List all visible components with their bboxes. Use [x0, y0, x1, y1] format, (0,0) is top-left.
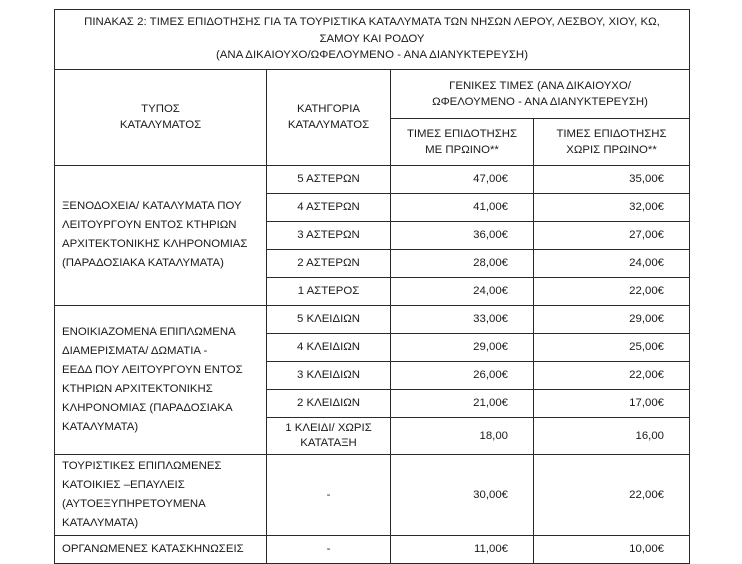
price-without-breakfast-cell: 17,00€ [534, 389, 690, 417]
price-with-breakfast-cell: 18,00 [391, 417, 534, 454]
header-category: ΚΑΤΗΓΟΡΙΑ ΚΑΤΑΛΥΜΑΤΟΣ [267, 69, 391, 165]
accommodation-type-cell: ΞΕΝΟΔΟΧΕΙΑ/ ΚΑΤΑΛΥΜΑΤΑ ΠΟΥ ΛΕΙΤΟΥΡΓΟΥΝ ΕΝΤΟΣ ΚΤΗΡΙΩΝ ΑΡΧΙΤΕΚΤΟΝΙΚΗΣ ΚΛΗΡΟΝΟΜΙΑΣ (ΠΑΡΑΔΟΣΙΑΚΑ ΚΑΤΑΛΥΜΑΤΑ) [55, 165, 267, 305]
price-with-breakfast-cell: 26,00€ [391, 361, 534, 389]
category-cell: 4 ΑΣΤΕΡΩΝ [267, 193, 391, 221]
category-cell: 5 ΑΣΤΕΡΩΝ [267, 165, 391, 193]
price-without-breakfast-cell: 10,00€ [534, 535, 690, 563]
category-cell: 1 ΚΛΕΙΔΙ/ ΧΩΡΙΣ ΚΑΤΑΤΑΞΗ [267, 417, 391, 454]
price-with-breakfast-cell: 36,00€ [391, 221, 534, 249]
table-row [55, 165, 690, 193]
price-with-breakfast-cell: 28,00€ [391, 249, 534, 277]
price-without-breakfast-cell: 22,00€ [534, 277, 690, 305]
price-with-breakfast-cell: 11,00€ [391, 535, 534, 563]
category-cell: 4 ΚΛΕΙΔΙΩΝ [267, 333, 391, 361]
table-row [55, 305, 690, 333]
price-without-breakfast-cell: 22,00€ [534, 454, 690, 535]
category-cell: - [267, 454, 391, 535]
category-cell: 1 ΑΣΤΕΡΟΣ [267, 277, 391, 305]
subsidy-rates-table [54, 9, 690, 564]
accommodation-type-cell: ΕΝΟΙΚΙΑΖΟΜΕΝΑ ΕΠΙΠΛΩΜΕΝΑ ΔΙΑΜΕΡΙΣΜΑΤΑ/ ΔΩΜΑΤΙΑ - ΕΕΔΔ ΠΟΥ ΛΕΙΤΟΥΡΓΟΥΝ ΕΝΤΟΣ ΚΤΗΡΙΩΝ ΑΡΧΙΤΕΚΤΟΝΙΚΗΣ ΚΛΗΡΟΝΟΜΙΑΣ (ΠΑΡΑΔΟΣΙΑΚΑ ΚΑΤΑΛΥΜΑΤΑ) [55, 305, 267, 454]
price-with-breakfast-cell: 24,00€ [391, 277, 534, 305]
price-with-breakfast-cell: 29,00€ [391, 333, 534, 361]
header-row-primary [55, 69, 690, 118]
price-without-breakfast-cell: 16,00 [534, 417, 690, 454]
header-type: ΤΥΠΟΣ ΚΑΤΑΛΥΜΑΤΟΣ [55, 69, 267, 165]
price-without-breakfast-cell: 25,00€ [534, 333, 690, 361]
category-cell: 3 ΚΛΕΙΔΙΩΝ [267, 361, 391, 389]
price-without-breakfast-cell: 24,00€ [534, 249, 690, 277]
header-with-breakfast: ΤΙΜΕΣ ΕΠΙΔΟΤΗΣΗΣ ΜΕ ΠΡΩΙΝΟ** [391, 118, 534, 165]
table-row [55, 454, 690, 535]
category-cell: 2 ΚΛΕΙΔΙΩΝ [267, 389, 391, 417]
price-without-breakfast-cell: 29,00€ [534, 305, 690, 333]
category-cell: 5 ΚΛΕΙΔΙΩΝ [267, 305, 391, 333]
price-with-breakfast-cell: 47,00€ [391, 165, 534, 193]
header-without-breakfast: ΤΙΜΕΣ ΕΠΙΔΟΤΗΣΗΣ ΧΩΡΙΣ ΠΡΩΙΝΟ** [534, 118, 690, 165]
price-with-breakfast-cell: 21,00€ [391, 389, 534, 417]
price-with-breakfast-cell: 33,00€ [391, 305, 534, 333]
category-cell: - [267, 535, 391, 563]
accommodation-type-cell: ΤΟΥΡΙΣΤΙΚΕΣ ΕΠΙΠΛΩΜΕΝΕΣ ΚΑΤΟΙΚΙΕΣ –ΕΠΑΥΛΕΙΣ (ΑΥΤΟΕΞΥΠΗΡΕΤΟΥΜΕΝΑ ΚΑΤΑΛΥΜΑΤΑ) [55, 454, 267, 535]
category-cell: 3 ΑΣΤΕΡΩΝ [267, 221, 391, 249]
price-without-breakfast-cell: 35,00€ [534, 165, 690, 193]
table-title: ΠΙΝΑΚΑΣ 2: ΤΙΜΕΣ ΕΠΙΔΟΤΗΣΗΣ ΓΙΑ ΤΑ ΤΟΥΡΙΣΤΙΚΑ ΚΑΤΑΛΥΜΑΤΑ ΤΩΝ ΝΗΣΩΝ ΛΕΡΟΥ, ΛΕΣΒΟΥ, ΧΙΟΥ, ΚΩ, ΣΑΜΟΥ ΚΑΙ ΡΟΔΟΥ (ΑΝΑ ΔΙΚΑΙΟΥΧΟ/ΩΦΕΛΟΥΜΕΝΟ - ΑΝΑ ΔΙΑΝΥΚΤΕΡΕΥΣΗ) [55, 10, 690, 70]
category-cell: 2 ΑΣΤΕΡΩΝ [267, 249, 391, 277]
accommodation-type-cell: ΟΡΓΑΝΩΜΕΝΕΣ ΚΑΤΑΣΚΗΝΩΣΕΙΣ [55, 535, 267, 563]
price-without-breakfast-cell: 27,00€ [534, 221, 690, 249]
table-title-row [55, 10, 690, 70]
table-row [55, 535, 690, 563]
header-general-prices: ΓΕΝΙΚΕΣ ΤΙΜΕΣ (ΑΝΑ ΔΙΚΑΙΟΥΧΟ/ ΩΦΕΛΟΥΜΕΝΟ - ΑΝΑ ΔΙΑΝΥΚΤΕΡΕΥΣΗ) [391, 69, 690, 118]
price-without-breakfast-cell: 22,00€ [534, 361, 690, 389]
price-with-breakfast-cell: 41,00€ [391, 193, 534, 221]
price-without-breakfast-cell: 32,00€ [534, 193, 690, 221]
price-with-breakfast-cell: 30,00€ [391, 454, 534, 535]
